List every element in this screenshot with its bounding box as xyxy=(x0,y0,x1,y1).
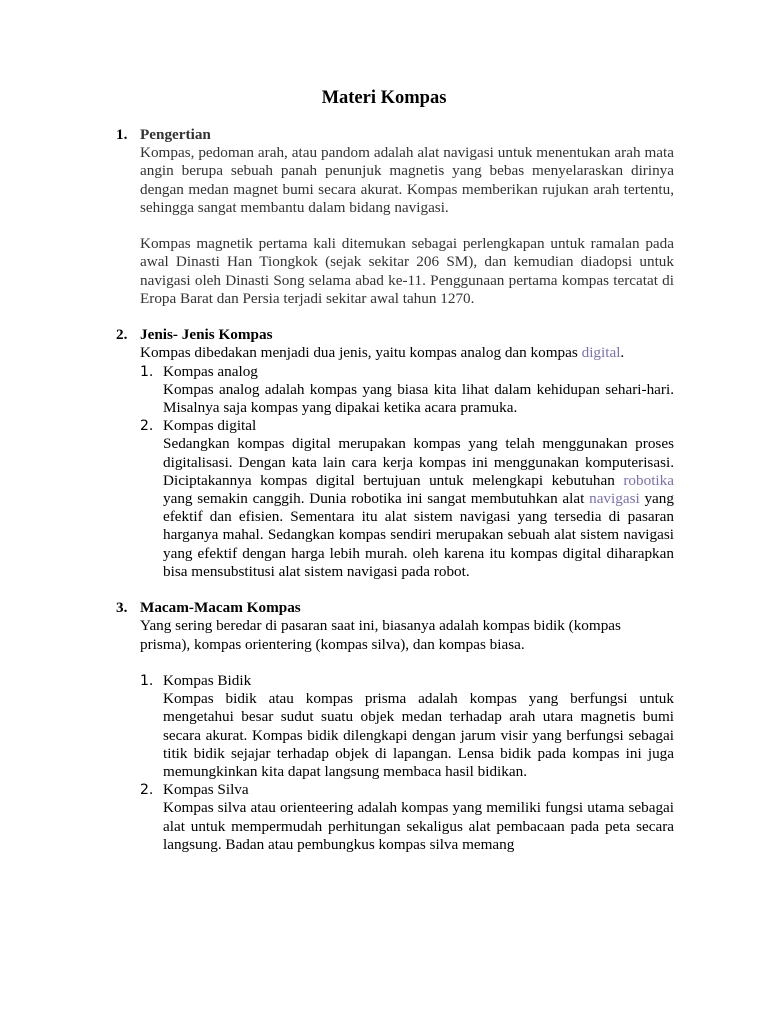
paragraph: Kompas magnetik pertama kali ditemukan sebagai perlengkapan untuk ramalan pada awal Dinasti Han Tiongkok (sejak sekitar 206 SM), dan kemudian diadopsi untuk navigasi oleh Dinasti Song selama abad ke-11. Penggunaan pertama kompas tercatat di Eropa Barat dan Persia terjadi sekitar awal tahun 1270. xyxy=(140,235,674,307)
list-item xyxy=(140,672,674,781)
section-heading: Pengertian xyxy=(140,126,211,143)
item-number: 1. xyxy=(140,673,154,690)
item-number: 1. xyxy=(140,363,154,380)
section-number: 3. xyxy=(116,599,128,617)
section-number: 2. xyxy=(116,326,128,344)
item-text: Kompas silva atau orienteering adalah kompas yang memiliki fungsi utama sebagai alat untuk mempermudah perhitungan sekaligus alat pembacaan pada peta secara langsung. Badan atau pembungkus kompas silva memang xyxy=(163,799,674,853)
section-heading: Jenis- Jenis Kompas xyxy=(140,326,273,344)
item-title: Kompas Bidik xyxy=(163,672,252,690)
list-item xyxy=(140,781,674,854)
item-text: Kompas bidik atau kompas prisma adalah kompas yang berfungsi untuk mengetahui besar sudut suatu objek medan terhadap arah utara magnetis bumi secara akurat. Kompas bidik dilengkapi dengan jarum visir yang berfungsi sebagai titik bidik sejajar terhadap objek di lapangan. Lensa bidik pada kompas ini juga memungkinkan kita dapat langsung membaca hasil bidikan. xyxy=(163,690,674,781)
list-item xyxy=(140,362,674,418)
document-title: Materi Kompas xyxy=(321,88,447,108)
item-title: Kompas analog xyxy=(163,362,258,380)
paragraph: Kompas, pedoman arah, atau pandom adalah alat navigasi untuk menentukan arah mata angin berupa sebuah panah penunjuk magnetis yang bebas menyelaraskan dirinya dengan medan magnet bumi secara akurat. Kompas memberikan rujukan arah tertentu, sehingga sangat membantu dalam bidang navigasi. xyxy=(140,144,674,216)
item-text: Sedangkan kompas digital merupakan kompas yang telah menggunakan proses digitalisasi. Dengan kata lain cara kerja kompas ini menggunakan komputerisasi. Diciptakannya kompas digital bertujuan untuk melengkapi kebutuhan robotika yang semakin canggih. Dunia robotika ini sangat membutuhkan alat navigasi yang efektif dan efisien. Sementara itu alat sistem navigasi yang tersedia di pasaran harganya mahal. Sedangkan kompas sendiri merupakan sebuah alat sistem navigasi yang efektif dengan harga lebih murah. oleh karena itu kompas digital diharapkan bisa mensubstitusi alat sistem navigasi pada robot. xyxy=(163,435,674,580)
item-title: Kompas Silva xyxy=(163,781,249,799)
section-intro: Kompas dibedakan menjadi dua jenis, yaitu kompas analog dan kompas digital. xyxy=(140,344,625,362)
section-pengertian xyxy=(116,126,674,308)
section-intro: Yang sering beredar di pasaran saat ini, biasanya adalah kompas bidik (kompas prisma), kompas orientering (kompas silva), dan kompas biasa. xyxy=(140,617,621,653)
list-item xyxy=(140,417,674,581)
section-heading: Macam-Macam Kompas xyxy=(140,599,301,617)
item-number: 2. xyxy=(140,782,154,799)
section-macam-kompas xyxy=(116,599,674,854)
link-digital[interactable]: digital xyxy=(581,344,621,362)
section-number: 1. xyxy=(116,126,128,143)
section-jenis-kompas xyxy=(116,326,674,581)
item-number: 2. xyxy=(140,418,154,435)
item-text: Kompas analog adalah kompas yang biasa kita lihat dalam kehidupan sehari-hari. Misalnya saja kompas yang dipakai ketika acara pramuka. xyxy=(163,380,674,417)
link-robotika[interactable]: robotika xyxy=(623,471,674,489)
document-content xyxy=(116,126,674,854)
link-navigasi[interactable]: navigasi xyxy=(589,490,640,508)
item-title: Kompas digital xyxy=(163,417,257,435)
